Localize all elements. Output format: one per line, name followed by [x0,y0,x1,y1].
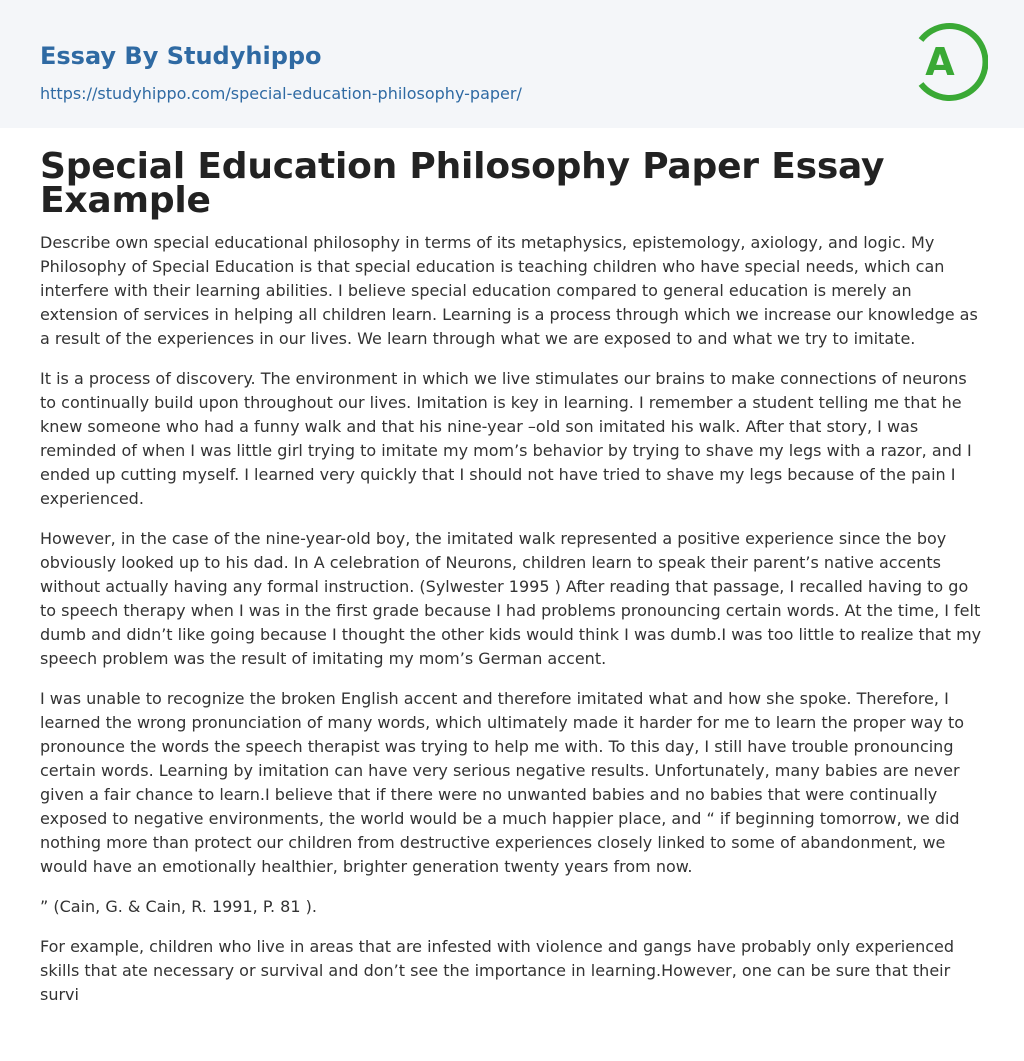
brand-title[interactable]: Essay By Studyhippo [40,42,322,70]
article [0,146,1024,1007]
essay-paragraph: However, in the case of the nine-year-old boy, the imitated walk represented a positive experience since the boy obviously looked up to his dad. In A celebration of Neurons, children learn to speak their parent’s native accents without actually having any formal instruction. (Sylwester 1995 ) After reading that passage, I recalled having to go to speech therapy when I was in the first grade because I had problems pronouncing certain words. At the time, I felt dumb and didn’t like going because I thought the other kids would think I was dumb.I was too little to realize that my speech problem was the result of imitating my mom’s German accent. [40,529,982,668]
grade-a-logo-icon[interactable] [910,18,988,106]
site-header [0,0,1024,128]
essay-body [40,231,984,1007]
essay-paragraph: For example, children who live in areas that are infested with violence and gangs have probably only experienced skills that ate necessary or survival and don’t see the importance in learning.However, one can be sure that their survi [40,937,955,1004]
essay-paragraph: I was unable to recognize the broken English accent and therefore imitated what and how she spoke. Therefore, I learned the wrong pronunciation of many words, which ultimately made it harder for me to learn the proper way to pronounce the words the speech therapist was trying to help me with. To this day, I still have trouble pronouncing certain words. Learning by imitation can have very serious negative results. Unfortunately, many babies are never given a fair chance to learn.I believe that if there were no unwanted babies and no babies that were continually exposed to negative environments, the world would be a much happier place, and “ if beginning tomorrow, we did nothing more than protect our children from destructive experiences closely linked to some of abandonment, we would have an emotionally healthier, brighter generation twenty years from now. [40,689,964,876]
logo-letter: A [925,40,955,84]
essay-paragraph: ” (Cain, G. & Cain, R. 1991, P. 81 ). [40,897,317,916]
essay-paragraph: Describe own special educational philosophy in terms of its metaphysics, epistemology, axiology, and logic. My Philosophy of Special Education is that special education is teaching children who have special needs, which can interfere with their learning abilities. I believe special education compared to general education is merely an extension of services in helping all children learn. Learning is a process through which we increase our knowledge as a result of the experiences in our lives. We learn through what we are exposed to and what we try to imitate. [40,233,978,348]
page-title: Special Education Philosophy Paper Essay Example [40,146,885,221]
source-url-link[interactable]: https://studyhippo.com/special-education-philosophy-paper/ [40,84,522,103]
essay-paragraph: It is a process of discovery. The environment in which we live stimulates our brains to make connections of neurons to continually build upon throughout our lives. Imitation is key in learning. I remember a student telling me that he knew someone who had a funny walk and that his nine-year –old son imitated his walk. After that story, I was reminded of when I was little girl trying to imitate my mom’s behavior by trying to shave my legs with a razor, and I ended up cutting myself. I learned very quickly that I should not have tried to shave my legs because of the pain I experienced. [40,369,972,508]
